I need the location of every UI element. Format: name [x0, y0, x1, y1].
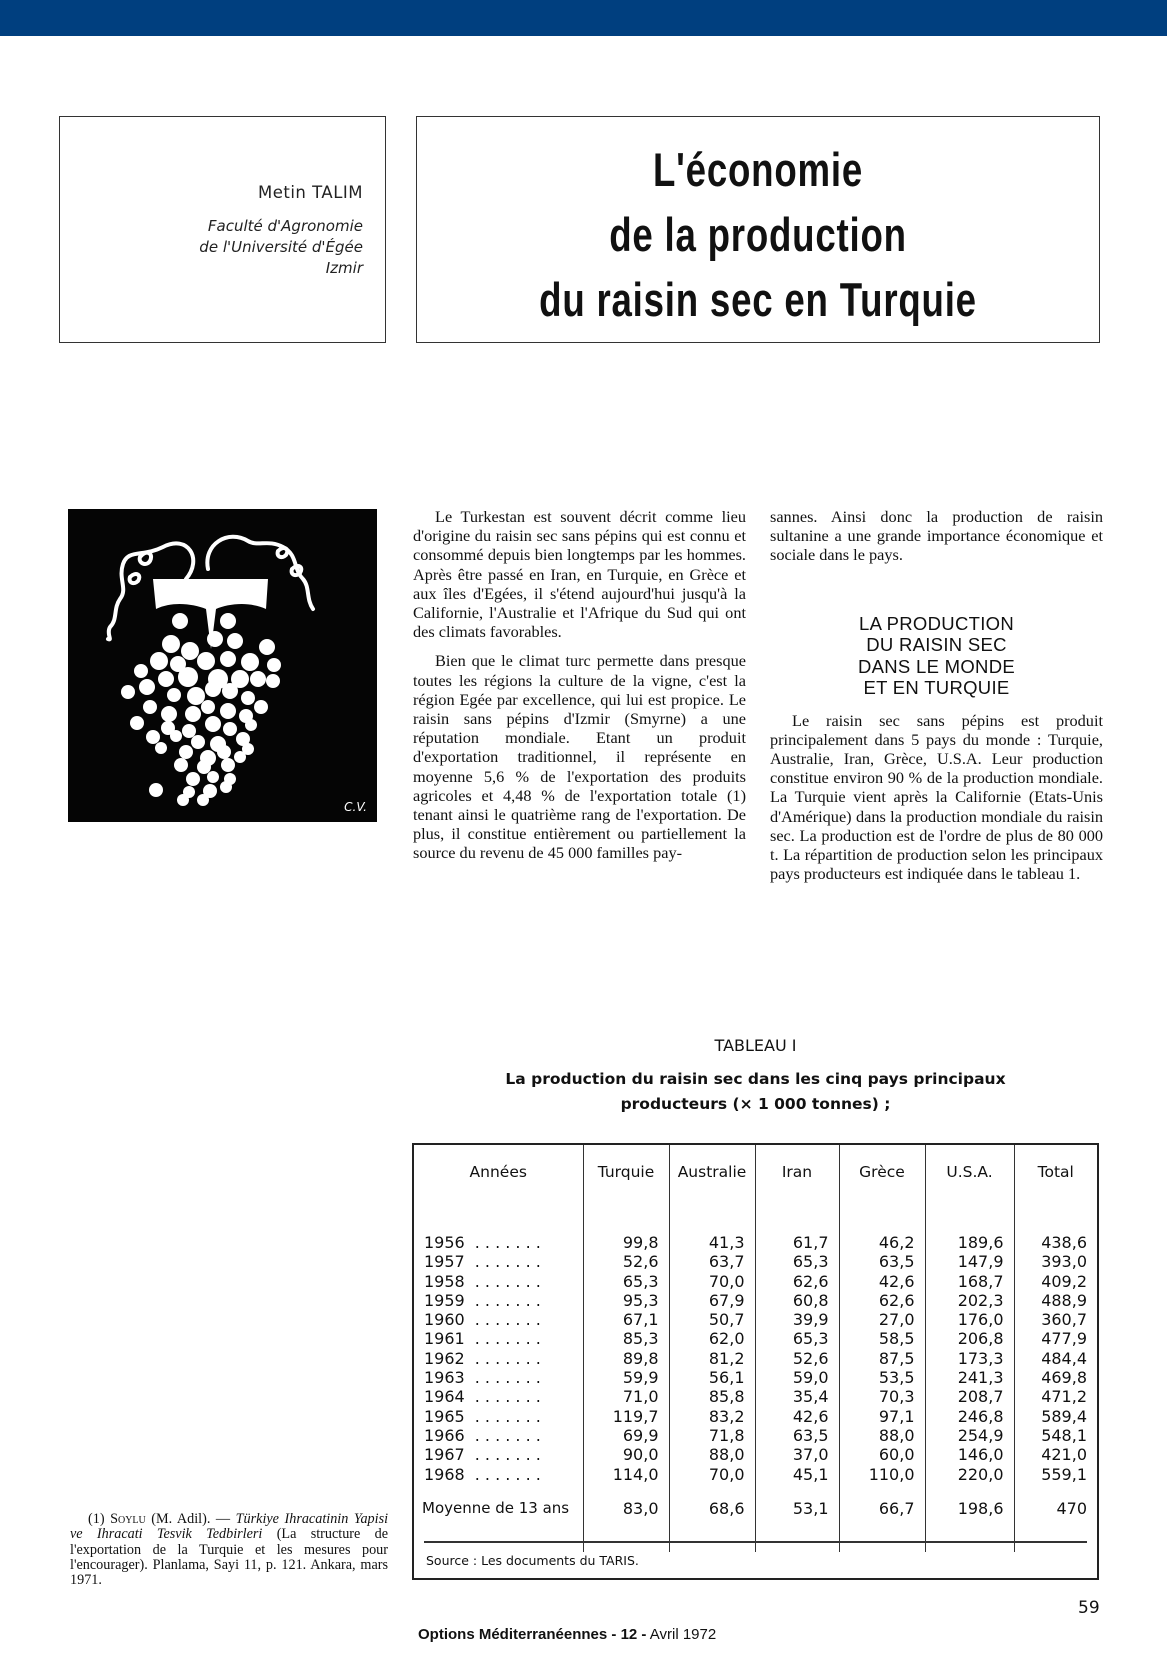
column-header: Total: [1014, 1145, 1097, 1211]
author-box: [59, 116, 386, 343]
value-cell: 147,9: [925, 1252, 1014, 1271]
value-cell: 46,2: [839, 1233, 925, 1252]
value-cell: 42,6: [839, 1272, 925, 1291]
value-cell: 81,2: [669, 1349, 755, 1368]
grape-berry: [197, 760, 211, 774]
article-title: [492, 137, 1024, 332]
filler-cell: [414, 1534, 583, 1552]
filler-cell: [583, 1534, 669, 1552]
value-cell: 477,9: [1014, 1329, 1097, 1348]
year-label: 1957: [424, 1252, 465, 1272]
footer-separator: -: [611, 1626, 617, 1643]
value-cell: 88,0: [839, 1426, 925, 1445]
value-cell: 70,0: [669, 1465, 755, 1484]
year-cell: [414, 1291, 583, 1310]
illustration-signature: C.V.: [344, 800, 367, 814]
author-block: [199, 183, 363, 279]
value-cell: 110,0: [839, 1465, 925, 1484]
grape-berry: [177, 794, 189, 806]
caption-line: producteurs (× 1 000 tonnes) ;: [620, 1095, 891, 1113]
title-line: du raisin sec en Turquie: [539, 273, 977, 326]
table-row: [414, 1329, 1097, 1348]
value-cell: 241,3: [925, 1368, 1014, 1387]
grape-berry: [150, 652, 168, 670]
leader-dots: . . . . . . .: [474, 1464, 541, 1484]
affiliation-line: Izmir: [325, 259, 363, 277]
filler-cell: [1014, 1534, 1097, 1552]
value-cell: 42,6: [755, 1407, 839, 1426]
grape-berry: [205, 681, 221, 697]
leader-dots: . . . . . . .: [474, 1252, 541, 1272]
grape-berry: [170, 730, 182, 742]
leader-dots: . . . . . . .: [474, 1425, 541, 1445]
average-label: Moyenne de 13 ans: [422, 1499, 570, 1518]
top-color-bar: [0, 0, 1167, 36]
spacer-row: [414, 1211, 1097, 1233]
grape-berry: [221, 758, 235, 772]
source-divider: [424, 1541, 1087, 1543]
value-cell: 61,7: [755, 1233, 839, 1252]
table-row: [414, 1426, 1097, 1445]
table-row: [414, 1465, 1097, 1484]
leader-dots: . . . . . . .: [474, 1445, 541, 1465]
heading-line: LA PRODUCTION: [858, 612, 1014, 634]
value-cell: 41,3: [669, 1233, 755, 1252]
value-cell: 484,4: [1014, 1349, 1097, 1368]
year-cell: [414, 1233, 583, 1252]
grape-berry: [158, 671, 174, 687]
average-value: 66,7: [839, 1484, 925, 1534]
average-value: 470: [1014, 1484, 1097, 1534]
grape-berry: [234, 751, 246, 763]
table-row: [414, 1252, 1097, 1271]
year-cell: [414, 1252, 583, 1271]
value-cell: 488,9: [1014, 1291, 1097, 1310]
value-cell: 471,2: [1014, 1387, 1097, 1406]
value-cell: 469,8: [1014, 1368, 1097, 1387]
value-cell: 438,6: [1014, 1233, 1097, 1252]
footer-separator: -: [641, 1626, 647, 1643]
grape-berry: [250, 671, 266, 687]
table-row: [414, 1272, 1097, 1291]
footnote-title: Türkiye Ihracatinin Yapisi ve Ihracati Tesvik Tedbirleri: [70, 1511, 389, 1543]
average-row: [414, 1484, 1097, 1534]
average-value: 83,0: [583, 1484, 669, 1534]
year-label: 1965: [424, 1406, 465, 1426]
grape-berry: [220, 781, 232, 793]
value-cell: 206,8: [925, 1329, 1014, 1348]
column-header: Turquie: [583, 1145, 669, 1211]
grape-berry: [143, 700, 157, 714]
grape-berry: [220, 651, 236, 667]
filler-cell: [839, 1534, 925, 1552]
value-cell: 168,7: [925, 1272, 1014, 1291]
value-cell: 50,7: [669, 1310, 755, 1329]
value-cell: 63,7: [669, 1252, 755, 1271]
value-cell: 67,1: [583, 1310, 669, 1329]
value-cell: 69,9: [583, 1426, 669, 1445]
leader-dots: . . . . . . .: [474, 1290, 541, 1310]
year-label: 1956: [424, 1233, 465, 1252]
year-cell: [414, 1445, 583, 1464]
value-cell: 59,0: [755, 1368, 839, 1387]
value-cell: 99,8: [583, 1233, 669, 1252]
grape-berry: [187, 687, 205, 705]
grape-berry: [245, 719, 257, 731]
heading-line: ET EN TURQUIE: [863, 677, 1010, 699]
year-cell: [414, 1465, 583, 1484]
spacer-cell: [414, 1211, 583, 1233]
year-label: 1963: [424, 1368, 465, 1388]
value-cell: 220,0: [925, 1465, 1014, 1484]
value-cell: 56,1: [669, 1368, 755, 1387]
text-column-2: [770, 507, 1103, 893]
value-cell: 60,0: [839, 1445, 925, 1464]
value-cell: 62,6: [839, 1291, 925, 1310]
filler-cell: [925, 1534, 1014, 1552]
leader-dots: . . . . . . .: [474, 1310, 541, 1330]
footnote-author: Soylu: [110, 1511, 146, 1527]
footnote: [70, 1512, 388, 1588]
year-cell: [414, 1426, 583, 1445]
grape-berry: [205, 716, 221, 732]
table-label: TABLEAU I: [714, 1036, 797, 1055]
value-cell: 65,3: [755, 1252, 839, 1271]
grape-berry: [197, 652, 215, 670]
value-cell: 90,0: [583, 1445, 669, 1464]
grape-berry: [191, 735, 205, 749]
grape-berry: [217, 745, 231, 759]
grape-berry: [161, 706, 177, 722]
title-line: L'économie: [652, 143, 864, 196]
year-label: 1967: [424, 1445, 465, 1465]
table-row: [414, 1310, 1097, 1329]
value-cell: 71,8: [669, 1426, 755, 1445]
grape-berry: [121, 685, 135, 699]
value-cell: 67,9: [669, 1291, 755, 1310]
value-cell: 83,2: [669, 1407, 755, 1426]
average-value: 53,1: [755, 1484, 839, 1534]
leader-dots: . . . . . . .: [474, 1329, 541, 1349]
value-cell: 27,0: [839, 1310, 925, 1329]
value-cell: 97,1: [839, 1407, 925, 1426]
leader-dots: . . . . . . .: [474, 1368, 541, 1388]
value-cell: 70,3: [839, 1387, 925, 1406]
value-cell: 87,5: [839, 1349, 925, 1368]
average-value: 68,6: [669, 1484, 755, 1534]
value-cell: 35,4: [755, 1387, 839, 1406]
column-header: U.S.A.: [925, 1145, 1014, 1211]
value-cell: 114,0: [583, 1465, 669, 1484]
value-cell: 360,7: [1014, 1310, 1097, 1329]
footnote-text: (La structure de l'exportation de la Turquie et les mesures pour l'encourager). Planlama, Sayi 11, p. 121. Ankara, mars 1971.: [70, 1526, 389, 1589]
grape-berry: [207, 771, 219, 783]
column-header: Iran: [755, 1145, 839, 1211]
value-cell: 85,8: [669, 1387, 755, 1406]
grape-berry: [134, 664, 148, 678]
spacer-cell: [925, 1211, 1014, 1233]
value-cell: 65,3: [583, 1272, 669, 1291]
journal-name: Options Méditerranéennes: [418, 1626, 608, 1643]
table-row: [414, 1233, 1097, 1252]
value-cell: 53,5: [839, 1368, 925, 1387]
grape-berry: [174, 758, 188, 772]
text-column-1: [413, 507, 746, 873]
value-cell: 63,5: [755, 1426, 839, 1445]
paragraph: Le Turkestan est souvent décrit comme lieu d'origine du raisin sec sans pépins qui est connu et consommé depuis bien longtemps par les hommes. Après être passé en Iran, en Turquie, en Grèce et aux îles d'Egées, il s'étend aujourd'hui jusqu'à la Californie, l'Australie et l'Afrique du Sud qui ont des climats favorables.: [413, 507, 746, 642]
value-cell: 208,7: [925, 1387, 1014, 1406]
year-label: 1968: [424, 1464, 465, 1484]
year-cell: [414, 1407, 583, 1426]
value-cell: 63,5: [839, 1252, 925, 1271]
column-header: Australie: [669, 1145, 755, 1211]
year-cell: [414, 1368, 583, 1387]
leader-dots: . . . . . . .: [474, 1406, 541, 1426]
value-cell: 39,9: [755, 1310, 839, 1329]
year-cell: [414, 1349, 583, 1368]
footnote-author-rest: (M. Adil). —: [151, 1511, 231, 1527]
table-caption: [412, 1067, 1099, 1117]
value-cell: 409,2: [1014, 1272, 1097, 1291]
value-cell: 246,8: [925, 1407, 1014, 1426]
year-label: 1961: [424, 1329, 465, 1349]
leader-dots: . . . . . . .: [474, 1271, 541, 1291]
column-header: Années: [469, 1163, 527, 1181]
value-cell: 85,3: [583, 1329, 669, 1348]
filler-cell: [669, 1534, 755, 1552]
grape-berry: [179, 745, 193, 759]
value-cell: 52,6: [755, 1349, 839, 1368]
value-cell: 71,0: [583, 1387, 669, 1406]
issue-number: 12: [620, 1626, 638, 1643]
year-label: 1962: [424, 1348, 465, 1368]
table-row: [414, 1368, 1097, 1387]
issue-date: Avril 1972: [649, 1626, 717, 1643]
page-number: 59: [1078, 1598, 1100, 1618]
table-header-row: [414, 1145, 1097, 1211]
value-cell: 589,4: [1014, 1407, 1097, 1426]
grape-berry: [167, 688, 181, 702]
value-cell: 189,6: [925, 1233, 1014, 1252]
production-table: [414, 1145, 1097, 1552]
spacer-cell: [669, 1211, 755, 1233]
grape-berry: [185, 706, 201, 722]
table-row: [414, 1291, 1097, 1310]
grape-berry: [149, 783, 163, 797]
grape-berry: [146, 730, 160, 744]
year-cell: [414, 1387, 583, 1406]
grape-berry: [241, 691, 255, 705]
value-cell: 95,3: [583, 1291, 669, 1310]
value-cell: 37,0: [755, 1445, 839, 1464]
filler-row: [414, 1534, 1097, 1552]
average-value: 198,6: [925, 1484, 1014, 1534]
grape-berry: [220, 613, 236, 629]
grape-berry: [266, 674, 280, 688]
table-row: [414, 1387, 1097, 1406]
heading-line: DANS LE MONDE: [857, 655, 1016, 677]
grape-berry: [227, 633, 243, 649]
year-label: 1964: [424, 1387, 465, 1407]
value-cell: 45,1: [755, 1465, 839, 1484]
paragraph: Bien que le climat turc permette dans presque toutes les régions la culture de la vigne, c'est la région Egée par excellence, qui lui est propice. Le raisin sans pépins d'Izmir (Smyrne) a une réputation mondiale. Etant un produit d'exportation traditionnel, il représente en moyenne 5,6 % de l'exportation des produits agricoles et 4,48 % de l'exportation totale (1) tenant ainsi le quatrième rang de l'exportation. De plus, il constitue entièrement ou partiellement la source du revenu de 45 000 familles pay-: [413, 651, 746, 863]
caption-line: La production du raisin sec dans les cinq pays principaux: [505, 1070, 1006, 1088]
grape-berry: [197, 794, 209, 806]
year-label: 1959: [424, 1290, 465, 1310]
year-label: 1958: [424, 1271, 465, 1291]
value-cell: 52,6: [583, 1252, 669, 1271]
affiliation-line: Faculté d'Agronomie: [207, 217, 363, 235]
grape-berry: [267, 658, 281, 672]
value-cell: 65,3: [755, 1329, 839, 1348]
value-cell: 60,8: [755, 1291, 839, 1310]
table-source: Source : Les documents du TARIS.: [426, 1553, 639, 1568]
column-header: Grèce: [839, 1145, 925, 1211]
grape-berry: [207, 631, 223, 647]
grape-bunch-icon: [68, 509, 377, 822]
grape-berry: [130, 716, 144, 730]
value-cell: 548,1: [1014, 1426, 1097, 1445]
title-line: de la production: [609, 208, 907, 261]
spacer-cell: [755, 1211, 839, 1233]
year-label: 1960: [424, 1310, 465, 1330]
paragraph: Le raisin sec sans pépins est produit principalement dans 5 pays du monde : Turquie, Australie, Iran, Grèce, U.S.A. Leur production constitue environ 90 % de la production mondiale. La Turquie vient après la Californie (Etats-Unis d'Amérique) dans la production mondiale du raisin sec. La production est de l'ordre de plus de 80 000 t. La répartition de production selon les principaux pays producteurs est indiquée dans le tableau 1.: [770, 710, 1103, 884]
year-cell: [414, 1310, 583, 1329]
value-cell: 202,3: [925, 1291, 1014, 1310]
grape-berry: [220, 703, 236, 719]
spacer-cell: [583, 1211, 669, 1233]
value-cell: 393,0: [1014, 1252, 1097, 1271]
value-cell: 59,9: [583, 1368, 669, 1387]
table-row: [414, 1445, 1097, 1464]
journal-footer: [418, 1626, 716, 1643]
section-heading: [770, 613, 1103, 699]
grape-berry: [259, 639, 275, 655]
grape-illustration: [68, 509, 377, 822]
filler-cell: [755, 1534, 839, 1552]
table-row: [414, 1407, 1097, 1426]
value-cell: 62,0: [669, 1329, 755, 1348]
grape-berry: [178, 667, 198, 687]
year-cell: [414, 1272, 583, 1291]
grape-berry: [155, 742, 167, 754]
grape-berry: [139, 679, 155, 695]
spacer-cell: [839, 1211, 925, 1233]
grape-berry: [254, 700, 268, 714]
grape-berry: [223, 722, 237, 736]
spacer-cell: [1014, 1211, 1097, 1233]
value-cell: 88,0: [669, 1445, 755, 1464]
grape-berry: [172, 613, 188, 629]
production-table-box: [412, 1143, 1099, 1580]
year-cell: [414, 1329, 583, 1348]
table-row: [414, 1349, 1097, 1368]
value-cell: 421,0: [1014, 1445, 1097, 1464]
value-cell: 176,0: [925, 1310, 1014, 1329]
value-cell: 89,8: [583, 1349, 669, 1368]
paragraph-continuation: sannes. Ainsi donc la production de raisin sultanine a une grande importance économique et sociale dans le pays.: [770, 507, 1103, 565]
value-cell: 559,1: [1014, 1465, 1097, 1484]
grape-berry: [241, 653, 259, 671]
leader-dots: . . . . . . .: [474, 1387, 541, 1407]
grape-berry: [222, 683, 238, 699]
value-cell: 146,0: [925, 1445, 1014, 1464]
footnote-marker: (1): [88, 1511, 105, 1527]
value-cell: 173,3: [925, 1349, 1014, 1368]
affiliation-line: de l'Université d'Égée: [199, 238, 363, 256]
grape-berry: [201, 700, 215, 714]
author-affiliation: [199, 216, 363, 279]
leader-dots: . . . . . . .: [474, 1233, 541, 1252]
title-box: [416, 116, 1100, 343]
value-cell: 62,6: [755, 1272, 839, 1291]
grape-berry: [162, 635, 180, 653]
value-cell: 254,9: [925, 1426, 1014, 1445]
grape-berry: [186, 772, 200, 786]
year-label: 1966: [424, 1425, 465, 1445]
value-cell: 119,7: [583, 1407, 669, 1426]
heading-line: DU RAISIN SEC: [866, 634, 1007, 656]
leader-dots: . . . . . . .: [474, 1348, 541, 1368]
value-cell: 70,0: [669, 1272, 755, 1291]
author-name: Metin TALIM: [257, 183, 363, 202]
value-cell: 58,5: [839, 1329, 925, 1348]
grape-berry: [182, 724, 196, 738]
grape-berry: [181, 642, 199, 660]
